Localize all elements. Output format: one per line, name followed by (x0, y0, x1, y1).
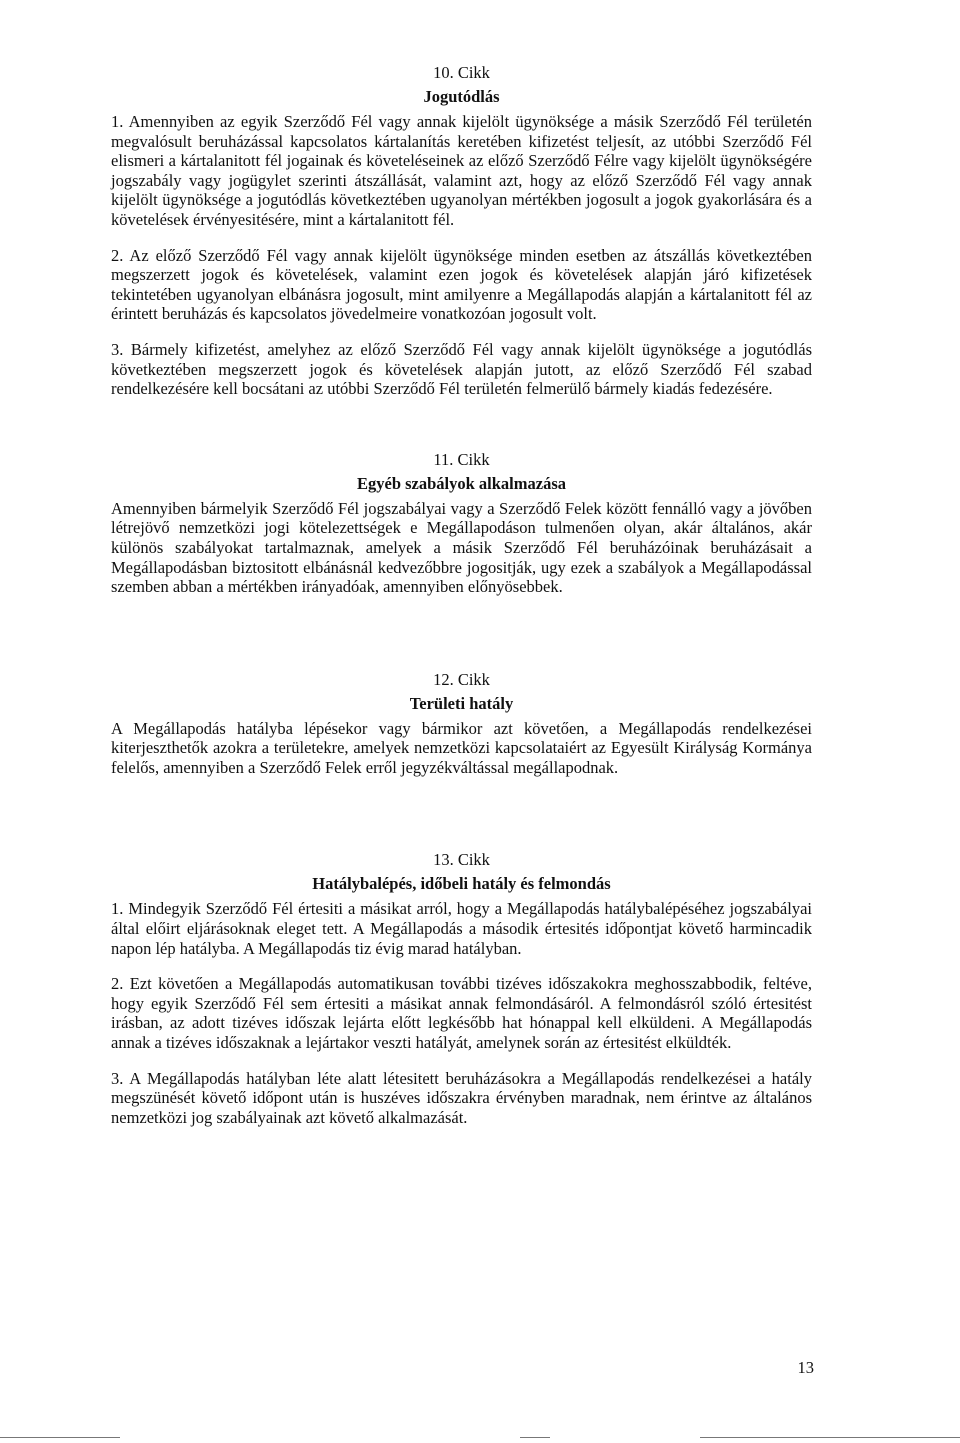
bottom-rule (700, 1437, 960, 1438)
paragraph: 1. Mindegyik Szerződő Fél értesiti a másikat arról, hogy a Megállapodás hatálybalépéséhez jogszabályai által előirt eljárásoknak eleget tett. A Megállapodás a második értesités időpontjat követő harmincadik napon lép hatályba. A Megállapodás tiz évig marad hatályban. (111, 899, 812, 958)
article-title: 10. Cikk (433, 63, 490, 82)
article-title: 13. Cikk (433, 850, 490, 870)
article-heading: Jogutódlás (423, 87, 500, 106)
paragraph: 2. Ezt követően a Megállapodás automatikusan további tizéves időszakokra meghosszabbodik, feltéve, hogy egyik Szerződő Fél sem értesiti a másikat annak felmondásáról. A felmondásról szóló értesitést irásban, az adott tizéves időszak lejárta előtt legkésőbb hat hónappal kell elküldeni. A Megállapodás annak a tizéves időszaknak a lejártakor veszti hatályát, amelynek során az értesitést elküldték. (111, 974, 812, 1053)
article-12 (111, 669, 812, 778)
article-title: 12. Cikk (433, 669, 490, 689)
article-heading: Egyéb szabályok alkalmazása (356, 473, 567, 493)
paragraph: A Megállapodás hatályba lépésekor vagy bármikor azt követően, a Megállapodás rendelkezései kiterjeszthetők azokra a területekre, amelyek nemzetközi kapcsolataiért az Egyesült Királyság Kormánya felelős, amennyiben a Szerződő Felek erről jegyzékváltással megállapodnak. (111, 718, 812, 777)
article-10 (111, 62, 812, 399)
article-heading: Területi hatály (409, 693, 514, 713)
paragraph: 1. Amennyiben az egyik Szerződő Fél vagy annak kijelölt ügynöksége a másik Szerződő Fél területén megvalósult beruházással kapcsolatos kártalanítás keretében kifizetést teljesít, az utóbbi Szerződő Fél elismeri a kártalanitott fél jogainak és követeléseinek az előző Szerződő Félre vagy kijelölt ügynökségére jogszabály vagy jogügylet szerinti átszállását, valamint azt, hogy az előző Szerződő Fél vagy annak kijelölt ügynöksége a jogutódlás következtében ugyanolyan mértékben jogosult a jogok gyakorlására és a követelések érvényesitésére, mint a kártalanitott fél. (111, 112, 812, 229)
document-page (111, 62, 812, 1127)
page-number: 13 (797, 1358, 814, 1377)
bottom-rule (0, 1437, 120, 1438)
paragraph: 2. Az előző Szerződő Fél vagy annak kijelölt ügynöksége minden esetben az átszállás következtében megszerzett jogok és követelések, valamint ezen jogok és követelések alapján járó kifizetések tekintetében ugyanolyan elbánásra jogosult, mint amilyenre a Megállapodás alapján a kártalanitott fél az érintett beruházás és kapcsolatos jövedelmeire vonatkozóan jogosult volt. (111, 245, 812, 324)
bottom-rule (520, 1437, 550, 1438)
article-title: 11. Cikk (433, 449, 490, 469)
article-heading: Hatálybalépés, időbeli hatály és felmondás (312, 874, 611, 894)
article-11 (111, 449, 812, 597)
paragraph: 3. Bármely kifizetést, amelyhez az előző Szerződő Fél vagy annak kijelölt ügynöksége a jogutódlás következtében megszerzett jogok és követelések alapján jutott, az előző Szerződő Fél szabad rendelkezésére kell bocsátani az utóbbi Szerződő Fél területén felmerülő bármely kiadás fedezésére. (111, 339, 812, 399)
article-13 (111, 849, 812, 1127)
paragraph: Amennyiben bármelyik Szerződő Fél jogszabályai vagy a Szerződő Felek között fennálló vagy a jövőben létrejövő nemzetközi jogi kötelezettségek e Megállapodáson tulmenően olyan, akár általános, akár különös szabályokat tartalmaznak, amelyek a másik Szerződő Fél beruházóinak beruházásait a Megállapodásban biztositott elbánásnál kedvezőbbre jogositják, ugy ezek a szabályok a Megállapodással szemben abban a mértékben irányadóak, amennyiben előnyösebbek. (111, 498, 812, 597)
paragraph: 3. A Megállapodás hatályban léte alatt létesitett beruházásokra a Megállapodás rendelkezései a hatály megszünését követő időpont után is huszéves időszakra érvényben maradnak, nem érintve az általános nemzetközi jog szabályainak azt követő alkalmazását. (111, 1068, 812, 1127)
